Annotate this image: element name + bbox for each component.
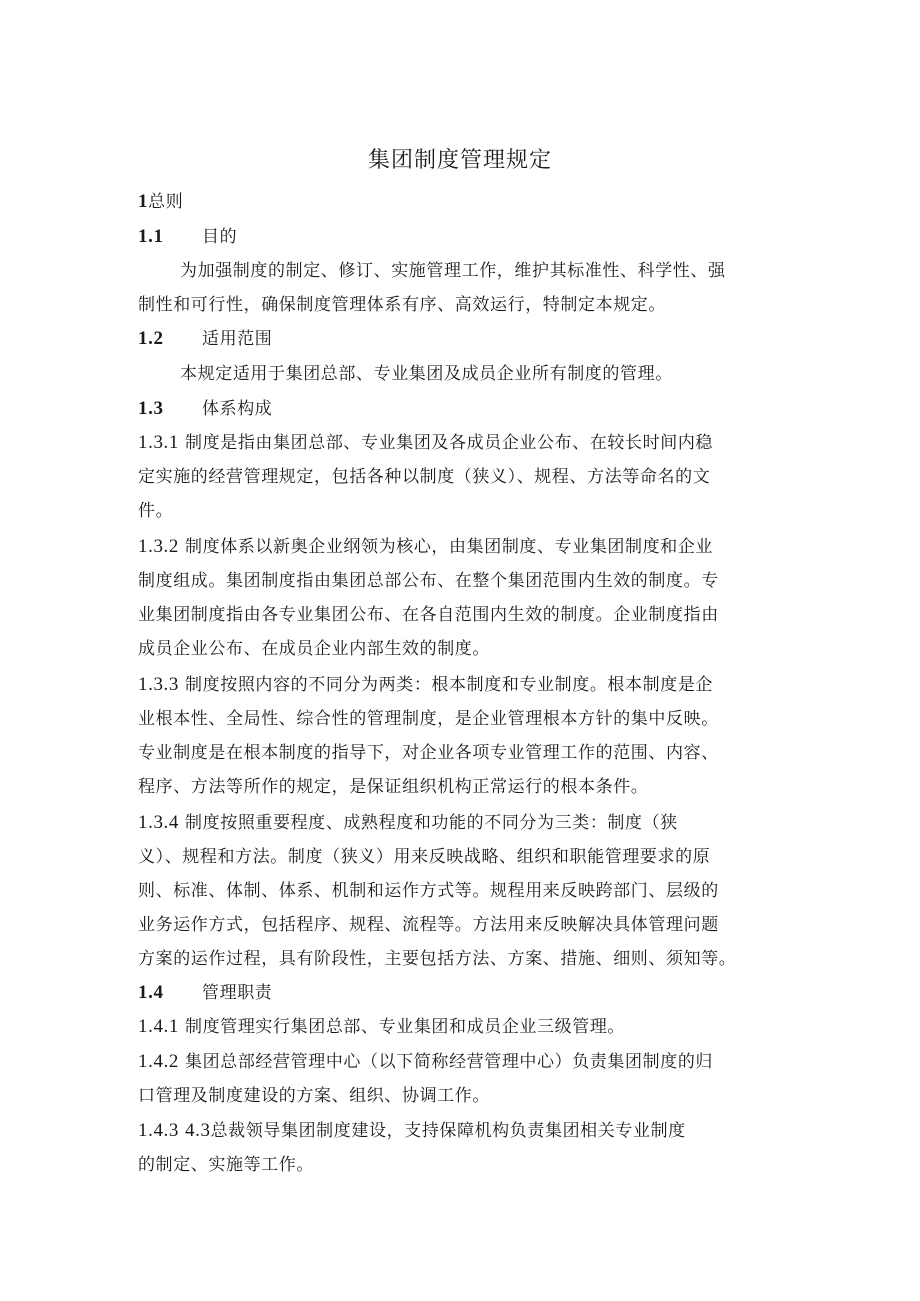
paragraph-1-1	[138, 254, 808, 322]
clause-number: 1.4.1	[138, 1016, 179, 1037]
paragraph-line: 件。	[138, 501, 174, 521]
section-label: 管理职责	[202, 983, 273, 1003]
clause-1-4-1	[138, 1010, 808, 1044]
paragraph-line: 总裁领导集团制度建设，支持保障机构负责集团相关专业制度	[210, 1121, 686, 1141]
clause-number: 1.4.2	[138, 1051, 179, 1072]
section-1-1-heading	[138, 220, 808, 254]
paragraph-line: 制度是指由集团总部、专业集团及各成员企业公布、在较长时间内稳	[185, 433, 714, 453]
clause-number: 1.4.3	[138, 1120, 179, 1141]
paragraph-line: 专业制度是在根本制度的指导下，对企业各项专业管理工作的范围、内容、	[138, 743, 719, 763]
section-label: 目的	[202, 227, 238, 247]
section-number: 1.2	[138, 328, 164, 349]
clause-1-3-4	[138, 806, 808, 976]
section-number: 1.3	[138, 398, 164, 419]
paragraph-line: 为加强制度的制定、修订、实施管理工作，维护其标准性、科学性、强	[180, 261, 726, 281]
clause-1-3-3	[138, 668, 808, 804]
paragraph-line: 程序、方法等所作的规定，是保证组织机构正常运行的根本条件。	[138, 777, 649, 797]
section-number: 1.1	[138, 226, 164, 247]
paragraph-line: 本规定适用于集团总部、专业集团及成员企业所有制度的管理。	[180, 364, 673, 384]
section-1-heading	[138, 185, 808, 219]
paragraph-line: 集团总部经营管理中心（以下简称经营管理中心）负责集团制度的归	[185, 1052, 714, 1072]
paragraph-line: 义）、规程和方法。制度（狭义）用来反映战略、组织和职能管理要求的原	[138, 847, 711, 867]
clause-number: 1.3.4	[138, 812, 179, 833]
section-number: 1	[138, 191, 149, 212]
page-title: 集团制度管理规定	[367, 148, 552, 173]
paragraph-line: 制性和可行性，确保制度管理体系有序、高效运行，特制定本规定。	[138, 295, 666, 315]
section-number: 1.4	[138, 982, 164, 1003]
paragraph-line: 制度组成。集团制度指由集团总部公布、在整个集团范围内生效的制度。专	[138, 571, 719, 591]
clause-number: 1.3.2	[138, 536, 179, 557]
paragraph-line: 业根本性、全局性、综合性的管理制度，是企业管理根本方针的集中反映。	[138, 709, 719, 729]
section-1-4-heading	[138, 976, 808, 1010]
paragraph-line: 业务运作方式，包括程序、规程、流程等。方法用来反映解决具体管理问题	[138, 915, 719, 935]
clause-1-4-2	[138, 1045, 808, 1113]
paragraph-line: 则、标准、体制、体系、机制和运作方式等。规程用来反映跨部门、层级的	[138, 881, 719, 901]
section-label: 总则	[148, 192, 184, 212]
paragraph-line: 的制定、实施等工作。	[138, 1155, 314, 1175]
paragraph-line: 制度按照重要程度、成熟程度和功能的不同分为三类：制度（狭	[185, 813, 678, 833]
paragraph-line: 制度管理实行集团总部、专业集团和成员企业三级管理。	[185, 1017, 626, 1037]
clause-subnumber: 4.3	[185, 1120, 211, 1141]
paragraph-1-2	[138, 357, 808, 391]
section-label: 体系构成	[202, 399, 273, 419]
clause-number: 1.3.3	[138, 674, 179, 695]
paragraph-line: 业集团制度指由各专业集团公布、在各自范围内生效的制度。企业制度指由	[138, 605, 719, 625]
paragraph-line: 成员企业公布、在成员企业内部生效的制度。	[138, 639, 490, 659]
paragraph-line: 制度体系以新奥企业纲领为核心，由集团制度、专业集团制度和企业	[185, 537, 714, 557]
paragraph-line: 口管理及制度建设的方案、组织、协调工作。	[138, 1086, 490, 1106]
clause-1-3-2	[138, 530, 808, 666]
clause-1-4-3	[138, 1114, 808, 1182]
section-label: 适用范围	[202, 329, 273, 349]
clause-1-3-1	[138, 426, 808, 528]
paragraph-line: 方案的运作过程，具有阶段性，主要包括方法、方案、措施、细则、须知等。	[138, 949, 737, 969]
section-1-3-heading	[138, 392, 808, 426]
paragraph-line: 定实施的经营管理规定，包括各种以制度（狭义）、规程、方法等命名的文	[138, 467, 711, 487]
section-1-2-heading	[138, 322, 808, 356]
clause-number: 1.3.1	[138, 432, 179, 453]
paragraph-line: 制度按照内容的不同分为两类：根本制度和专业制度。根本制度是企	[185, 675, 714, 695]
